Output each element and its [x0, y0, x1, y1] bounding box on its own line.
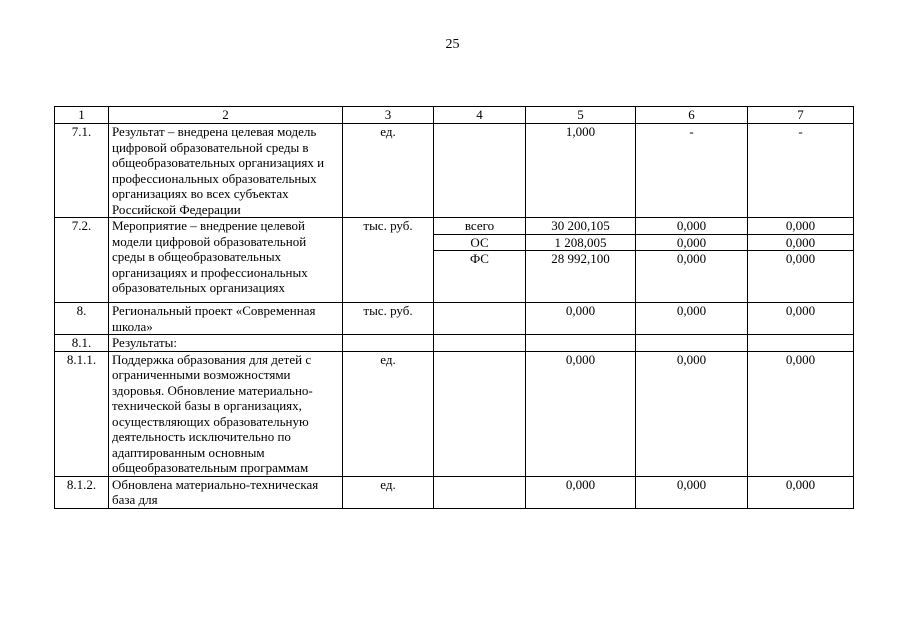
row-number: 8. — [55, 303, 109, 335]
row-value-5: 30 200,105 — [526, 218, 636, 235]
row-value-6: 0,000 — [636, 251, 748, 303]
column-header-4: 4 — [434, 107, 526, 124]
row-value-5: 28 992,100 — [526, 251, 636, 303]
row-value-7: 0,000 — [748, 351, 854, 476]
row-unit: ед. — [343, 124, 434, 218]
row-name: Мероприятие – внедрение целевой модели цифровой образовательной среды в общеобразовательных организациях и профессиональных образовательных организациях — [109, 218, 343, 303]
row-value-5: 0,000 — [526, 303, 636, 335]
row-source: ОС — [434, 234, 526, 251]
column-header-7: 7 — [748, 107, 854, 124]
row-name: Результат – внедрена целевая модель цифровой образовательной среды в общеобразовательных организациях и профессиональных образовательных организациях во всех субъектах Российской Федерации — [109, 124, 343, 218]
row-number: 8.1.2. — [55, 476, 109, 508]
row-number: 8.1.1. — [55, 351, 109, 476]
column-header-3: 3 — [343, 107, 434, 124]
row-value-7: 0,000 — [748, 234, 854, 251]
budget-table — [54, 106, 854, 509]
row-value-5: 0,000 — [526, 476, 636, 508]
table-row-8 — [55, 303, 854, 335]
row-unit: тыс. руб. — [343, 303, 434, 335]
row-source — [434, 476, 526, 508]
row-source — [434, 124, 526, 218]
row-unit: тыс. руб. — [343, 218, 434, 303]
row-name: Обновлена материально-техническая база для — [109, 476, 343, 508]
column-header-2: 2 — [109, 107, 343, 124]
row-unit: ед. — [343, 351, 434, 476]
table-row-8-1-1 — [55, 351, 854, 476]
table-row-8-1 — [55, 335, 854, 352]
row-value-7: 0,000 — [748, 303, 854, 335]
column-header-6: 6 — [636, 107, 748, 124]
row-value-6: 0,000 — [636, 476, 748, 508]
row-value-7: 0,000 — [748, 218, 854, 235]
row-value-6: 0,000 — [636, 218, 748, 235]
row-source: ФС — [434, 251, 526, 303]
row-value-6: 0,000 — [636, 351, 748, 476]
row-number: 7.1. — [55, 124, 109, 218]
row-number: 7.2. — [55, 218, 109, 303]
row-name: Поддержка образования для детей с ограниченными возможностями здоровья. Обновление материально-технической базы в организациях, осуществляющих образовательную деятельность исключительно по адаптированным основным общеобразовательным программам — [109, 351, 343, 476]
row-value-5: 1,000 — [526, 124, 636, 218]
row-source: всего — [434, 218, 526, 235]
row-value-5: 1 208,005 — [526, 234, 636, 251]
row-source — [434, 303, 526, 335]
table-row-7-2 — [55, 218, 854, 235]
row-name: Региональный проект «Современная школа» — [109, 303, 343, 335]
page-number: 25 — [445, 37, 460, 52]
column-header-1: 1 — [55, 107, 109, 124]
row-value-7: 0,000 — [748, 476, 854, 508]
row-value-6: - — [636, 124, 748, 218]
row-value-7: 0,000 — [748, 251, 854, 303]
table-header-row — [55, 107, 854, 124]
row-value-5: 0,000 — [526, 351, 636, 476]
row-value-6: 0,000 — [636, 303, 748, 335]
row-source — [434, 351, 526, 476]
row-unit: ед. — [343, 476, 434, 508]
row-number: 8.1. — [55, 335, 109, 352]
row-value-7: - — [748, 124, 854, 218]
table-row-8-1-2 — [55, 476, 854, 508]
table-row-7-1 — [55, 124, 854, 218]
row-value-6: 0,000 — [636, 234, 748, 251]
column-header-5: 5 — [526, 107, 636, 124]
row-name: Результаты: — [109, 335, 343, 352]
